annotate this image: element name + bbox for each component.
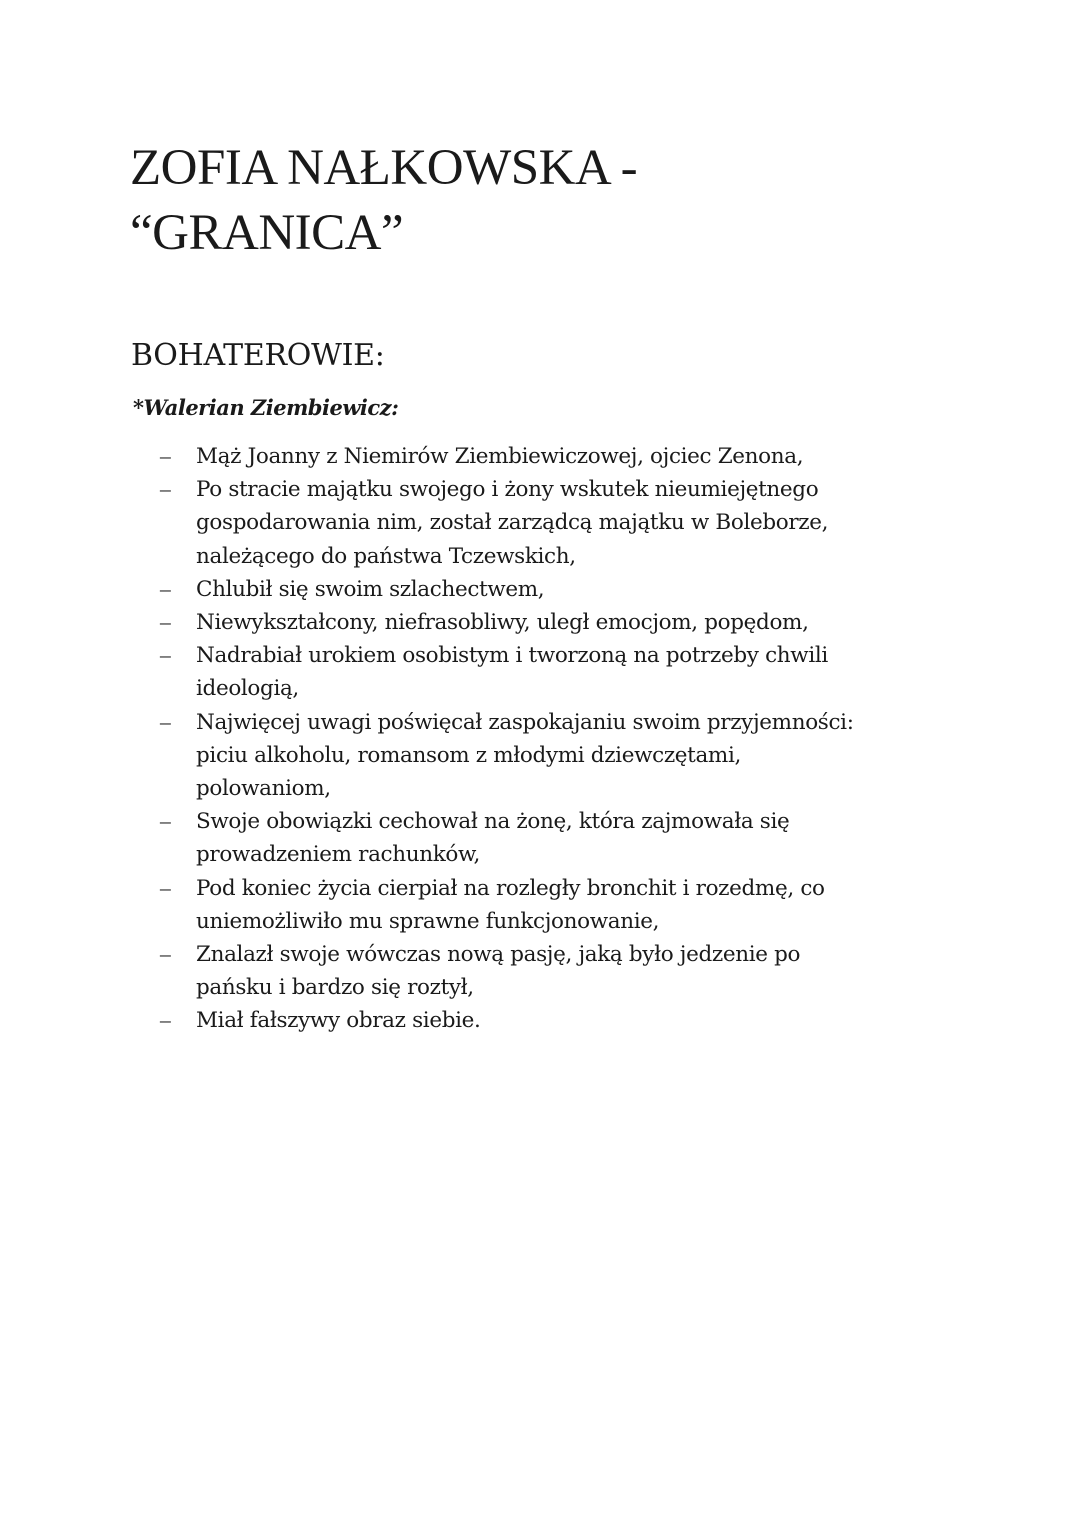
trait-item: [160, 706, 950, 806]
character-name: *Walerian Ziembiewicz:: [133, 395, 399, 420]
trait-line: prowadzeniem rachunków,: [196, 842, 480, 868]
bullet-dash: –: [160, 942, 171, 967]
bullet-dash: –: [160, 709, 171, 734]
title-line: “GRANICA”: [130, 205, 404, 261]
bullet-dash: –: [160, 576, 171, 601]
trait-line: Po stracie majątku swojego i żony wskutek nieumiejętnego: [196, 477, 819, 503]
trait-line: gospodarowania nim, został zarządcą majątku w Boleborze,: [196, 510, 829, 536]
bullet-dash: –: [160, 610, 171, 635]
trait-item: [160, 606, 950, 639]
trait-line: piciu alkoholu, romansom z młodymi dziewczętami,: [196, 742, 741, 768]
trait-item: [160, 805, 950, 871]
trait-line: Miał fałszywy obraz siebie.: [196, 1008, 481, 1034]
document-title: [130, 136, 930, 266]
trait-item: [160, 473, 950, 573]
trait-line: Mąż Joanny z Niemirów Ziembiewiczowej, ojciec Zenona,: [196, 444, 804, 469]
title-line: ZOFIA NAŁKOWSKA -: [130, 140, 638, 196]
trait-line: Najwięcej uwagi poświęcał zaspokajaniu swoim przyjemności:: [196, 709, 854, 735]
trait-line: ideologią,: [196, 676, 299, 702]
trait-item: [160, 440, 950, 473]
bullet-dash: –: [160, 477, 171, 502]
trait-item: [160, 573, 950, 606]
trait-item: [160, 938, 950, 1004]
trait-list: [160, 440, 950, 1038]
section-heading: BOHATEROWIE:: [131, 338, 385, 373]
trait-line: Pod koniec życia cierpiał na rozległy bronchit i rozedmę, co: [196, 875, 825, 901]
bullet-dash: –: [160, 643, 171, 668]
trait-line: Znalazł swoje wówczas nową pasję, jaką było jedzenie po: [196, 942, 801, 968]
bullet-dash: –: [160, 1008, 171, 1033]
trait-line: polowaniom,: [196, 776, 331, 802]
bullet-dash: –: [160, 809, 171, 834]
trait-line: należącego do państwa Tczewskich,: [196, 543, 576, 569]
trait-line: Niewykształcony, niefrasobliwy, uległ emocjom, popędom,: [196, 610, 809, 636]
trait-line: Nadrabiał urokiem osobistym i tworzoną na potrzeby chwili: [196, 643, 828, 669]
bullet-dash: –: [160, 875, 171, 900]
trait-item: [160, 1004, 950, 1037]
bullet-dash: –: [160, 444, 171, 468]
trait-line: pańsku i bardzo się roztył,: [196, 975, 474, 1001]
trait-item: [160, 872, 950, 938]
trait-line: uniemożliwiło mu sprawne funkcjonowanie,: [196, 908, 660, 934]
trait-line: Swoje obowiązki cechował na żonę, która zajmowała się: [196, 809, 790, 835]
trait-item: [160, 639, 950, 705]
trait-line: Chlubił się swoim szlachectwem,: [196, 576, 545, 602]
